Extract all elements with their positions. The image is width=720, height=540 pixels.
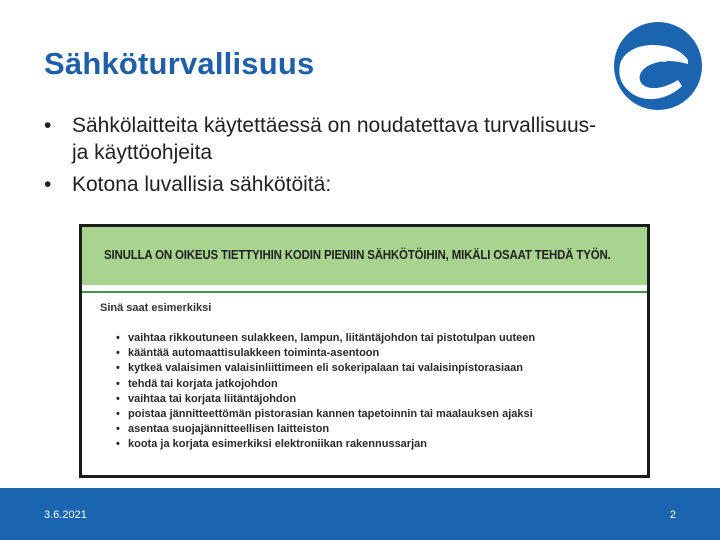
panel-banner bbox=[82, 227, 647, 285]
bullet-text: Kotona luvallisia sähkötöitä: bbox=[72, 173, 332, 196]
example-item bbox=[116, 346, 535, 361]
example-text: poistaa jännitteettömän pistorasian kannen tapetoinnin tai maalauksen ajaksi bbox=[128, 408, 533, 421]
examples-list bbox=[116, 331, 535, 453]
footer-bar bbox=[0, 488, 720, 540]
allowed-work-panel bbox=[79, 224, 650, 478]
banner-text: SINULLA ON OIKEUS TIETTYIHIN KODIN PIENIIN SÄHKÖTÖIHIN, MIKÄLI OSAAT TEHDÄ TYÖN. bbox=[104, 248, 611, 262]
banner-divider bbox=[82, 291, 647, 293]
bullet-marker: • bbox=[116, 438, 120, 451]
bullet-marker: • bbox=[116, 332, 120, 344]
bullet-marker: • bbox=[116, 408, 120, 421]
e-logo-icon bbox=[612, 20, 704, 112]
example-text: asentaa suojajännitteellisen laitteiston bbox=[128, 423, 330, 436]
example-text: kytkeä valaisimen valaisinliittimeen eli sokeripalaan tai valaisinpistorasiaan bbox=[128, 362, 523, 375]
footer-date: 3.6.2021 bbox=[44, 509, 87, 521]
bullet-marker: • bbox=[116, 347, 120, 360]
bullet-marker: • bbox=[44, 114, 52, 137]
bullet-text: Sähkölaitteita käytettäessä on noudatettava turvallisuus- ja käyttöohjeita bbox=[72, 114, 597, 164]
example-item bbox=[116, 377, 535, 392]
example-item bbox=[116, 392, 535, 407]
bullet-marker: • bbox=[116, 362, 120, 375]
example-text: tehdä tai korjata jatkojohdon bbox=[128, 377, 278, 390]
example-text: vaihtaa rikkoutuneen sulakkeen, lampun, liitäntäjohdon tai pistotulpan uuteen bbox=[128, 332, 536, 344]
example-text: koota ja korjata esimerkiksi elektroniikan rakennussarjan bbox=[128, 438, 427, 451]
bullet-list bbox=[40, 112, 600, 203]
example-item bbox=[116, 331, 535, 346]
example-item bbox=[116, 407, 535, 422]
bullet-item bbox=[40, 112, 600, 166]
bullet-item bbox=[40, 171, 600, 198]
bullet-marker: • bbox=[116, 423, 120, 436]
example-item bbox=[116, 422, 535, 437]
bullet-marker: • bbox=[116, 377, 120, 390]
example-item bbox=[116, 361, 535, 376]
page-number: 2 bbox=[669, 509, 676, 521]
bullet-marker: • bbox=[44, 173, 52, 196]
example-item bbox=[116, 437, 535, 452]
example-text: vaihtaa tai korjata liitäntäjohdon bbox=[128, 392, 297, 405]
example-text: kääntää automaattisulakkeen toiminta-asentoon bbox=[128, 347, 380, 360]
panel-subheading: Sinä saat esimerkiksi bbox=[100, 302, 212, 314]
bullet-marker: • bbox=[116, 392, 120, 405]
slide-title: Sähköturvallisuus bbox=[44, 46, 315, 81]
